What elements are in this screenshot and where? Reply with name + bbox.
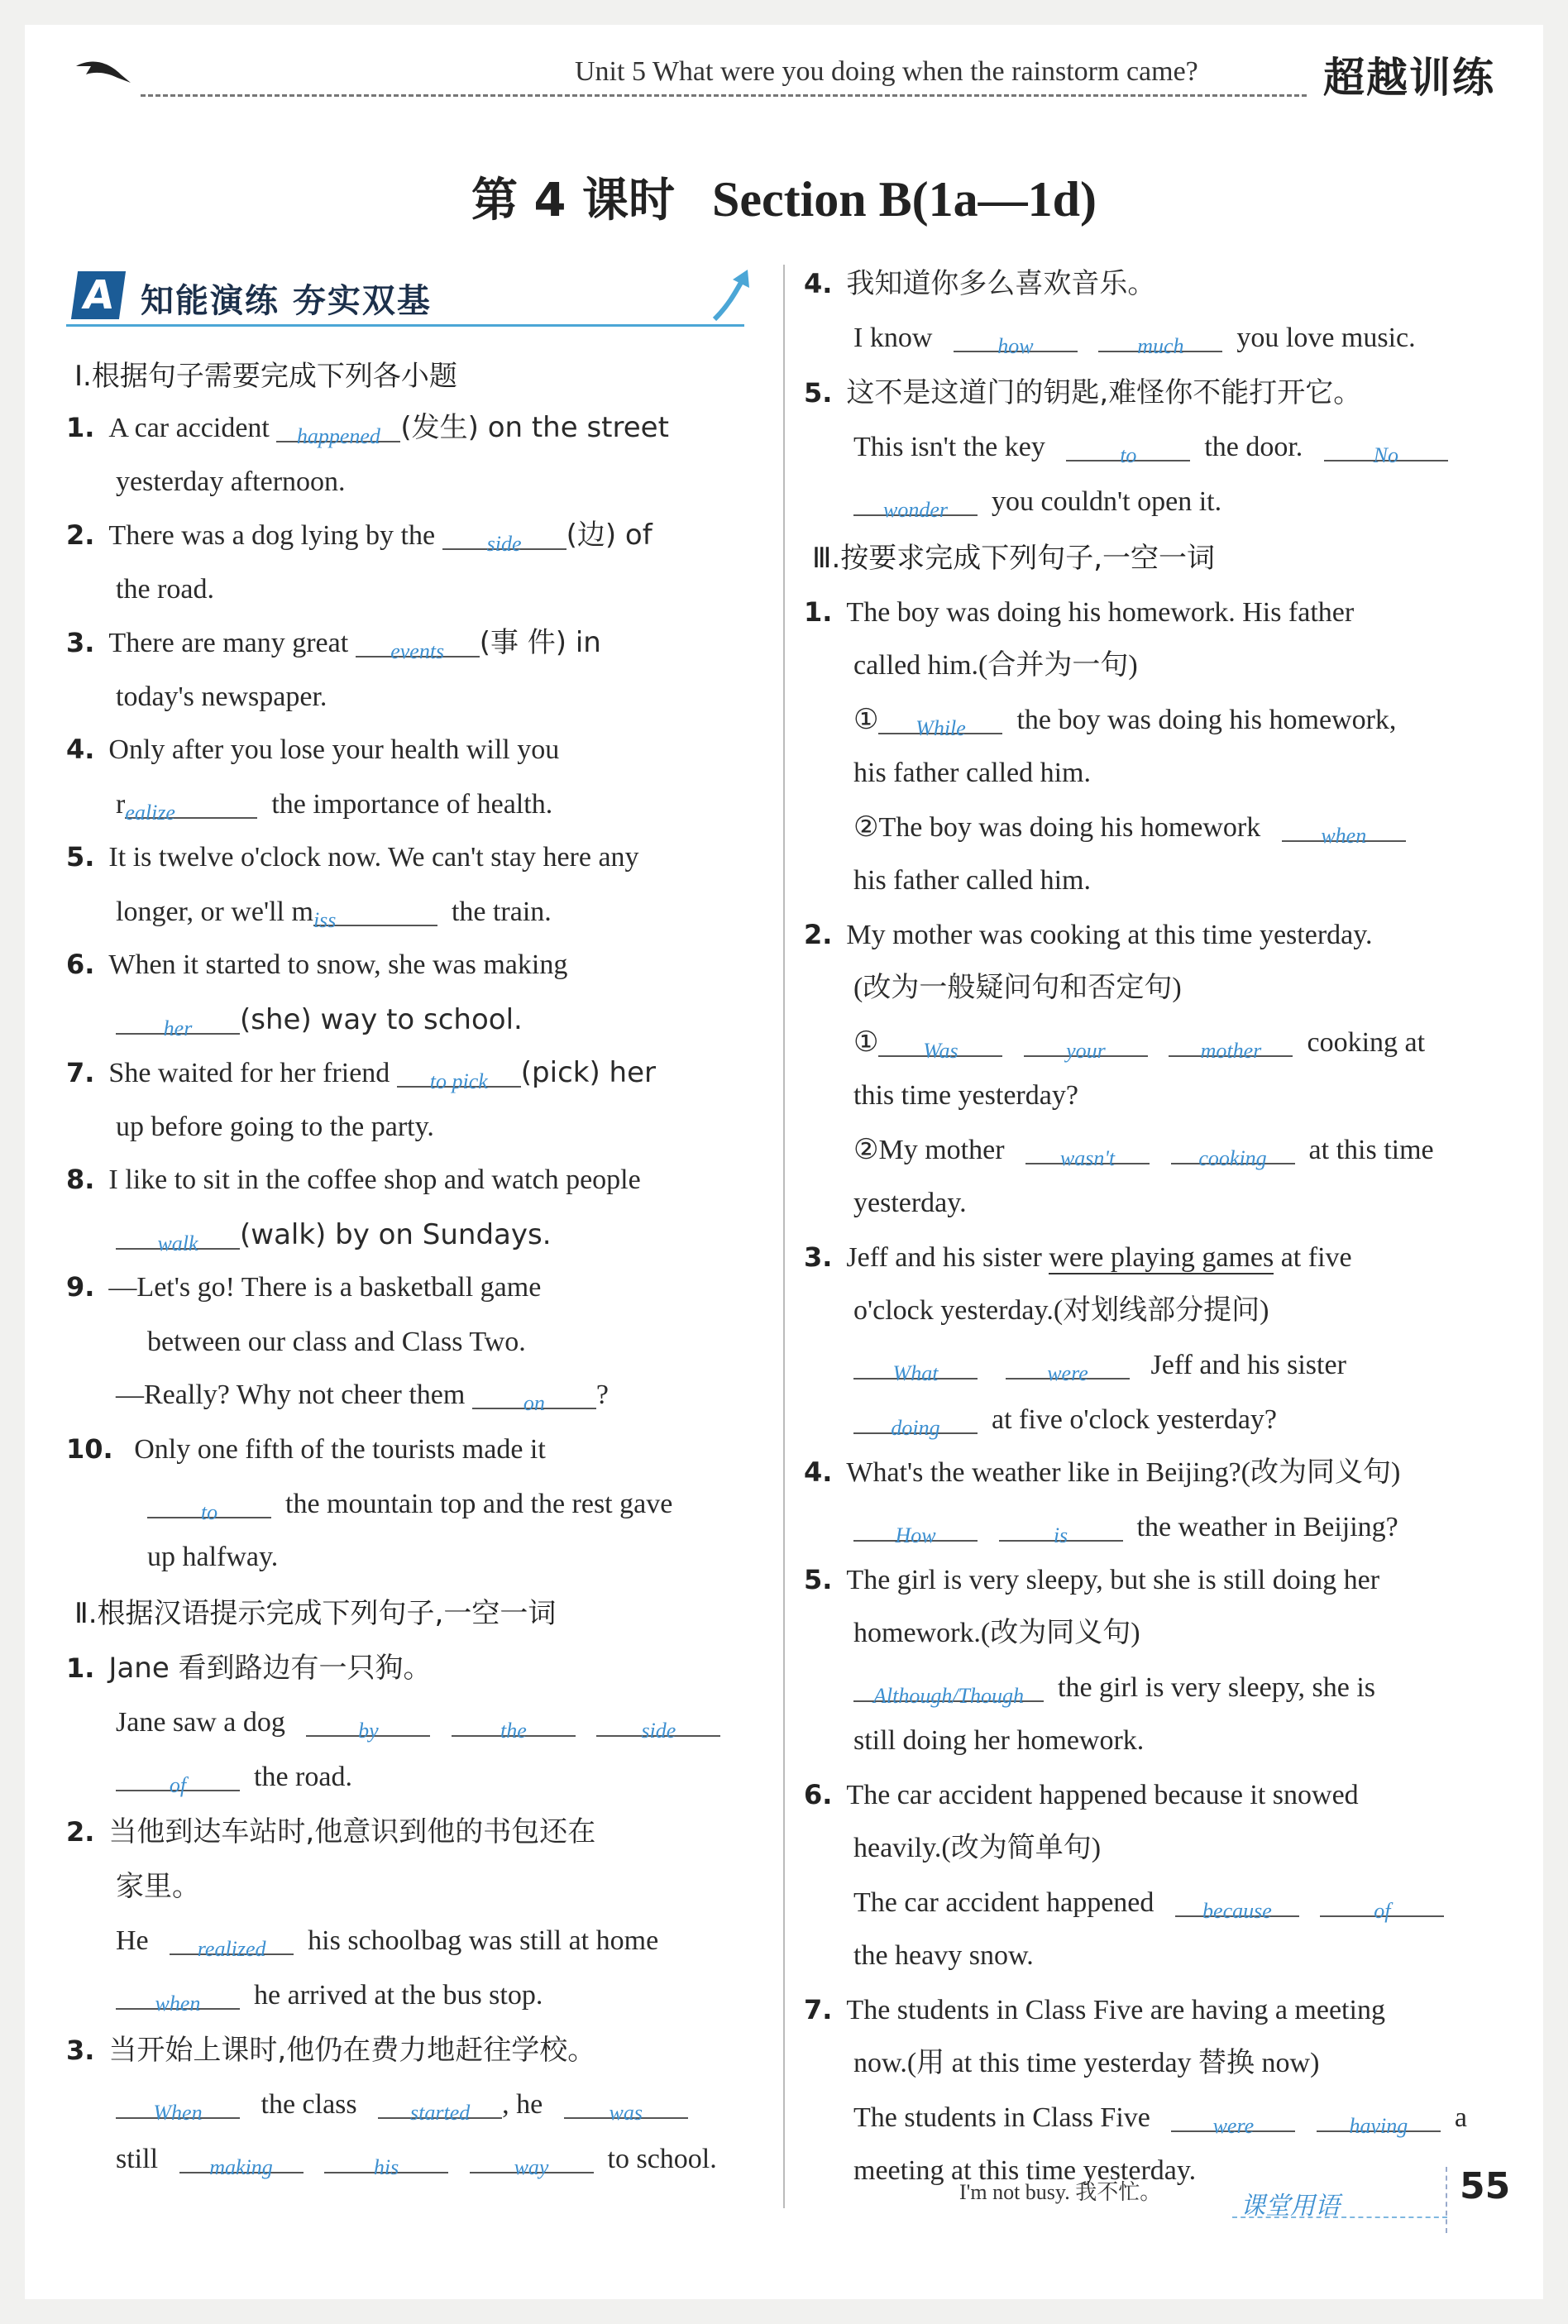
- question-text: cooking at: [1307, 1027, 1426, 1058]
- question-number: 2.: [66, 519, 95, 551]
- question-text: She waited for her friend: [108, 1058, 390, 1088]
- part1-q10: [66, 1433, 546, 1465]
- answer-blank[interactable]: [564, 2091, 688, 2125]
- answer-blank[interactable]: [116, 1007, 240, 1040]
- answer-text: wasn't: [1059, 1146, 1116, 1170]
- answer-blank[interactable]: [116, 2091, 240, 2125]
- unit-title: Unit 5 What were you doing when the rainstorm came?: [575, 56, 1198, 87]
- lesson-title: [25, 164, 1543, 230]
- question-number: 1.: [66, 1652, 95, 1684]
- answer-blank[interactable]: [1169, 1029, 1293, 1063]
- question-text: ②The boy was doing his homework: [853, 812, 1261, 843]
- part1-q4: [66, 736, 559, 764]
- arrow-icon: [711, 265, 761, 323]
- part1-q5-line2: [116, 897, 552, 932]
- question-text: (发生) on the street: [400, 411, 669, 444]
- answer-blank[interactable]: [116, 1222, 240, 1255]
- answer-blank[interactable]: [378, 2091, 502, 2125]
- answer-blank[interactable]: [1171, 2104, 1295, 2138]
- part3-q7: [804, 1996, 1385, 2025]
- answer-blank[interactable]: [116, 1763, 240, 1797]
- answer-blank[interactable]: [470, 2145, 594, 2179]
- question-text: There was a dog lying by the: [108, 520, 436, 551]
- question-number: 7.: [804, 1994, 833, 2025]
- answer-text: how: [997, 334, 1034, 358]
- question-text: 当他到达车站时,他意识到他的书包还在: [108, 1815, 596, 1848]
- answer-text: were: [1212, 2114, 1255, 2138]
- answer-text: of: [169, 1773, 187, 1797]
- question-text: ①: [853, 705, 879, 735]
- part3-q2-line3: [853, 1027, 1426, 1063]
- question-number: 2.: [804, 919, 833, 950]
- question-text: the weather in Beijing?: [1136, 1512, 1398, 1542]
- question-text: 我知道你多么喜欢音乐。: [846, 267, 1156, 300]
- part2-q2-line4: [116, 1980, 543, 2016]
- question-text: The students in Class Five are having a meeting: [846, 1995, 1385, 2025]
- part1-q9: [66, 1271, 542, 1303]
- answer-text: way: [514, 2155, 549, 2179]
- question-text: still doing her homework.: [853, 1725, 1145, 1756]
- part1-q3: [66, 626, 601, 663]
- question-text: today's newspaper.: [116, 681, 327, 712]
- question-text: What's the weather like in Beijing?(改为同义句): [846, 1457, 1401, 1488]
- footer-divider: [1446, 2167, 1447, 2233]
- answer-blank[interactable]: [125, 791, 257, 825]
- answer-text: to: [1120, 443, 1137, 467]
- question-text: up halfway.: [147, 1542, 279, 1572]
- question-text: he arrived at the bus stop.: [254, 1980, 543, 2011]
- answer-blank[interactable]: [179, 2145, 304, 2179]
- part3-q3: [804, 1241, 1352, 1273]
- question-number: 8.: [66, 1164, 95, 1195]
- part3-q3-line4: [853, 1404, 1278, 1440]
- answer-text: her: [163, 1016, 193, 1040]
- answer-blank[interactable]: [1324, 433, 1448, 467]
- part1-q9-line3: [116, 1380, 609, 1415]
- question-number: 5.: [66, 841, 95, 873]
- question-text: o'clock yesterday.(对划线部分提问): [853, 1295, 1269, 1326]
- part3-q1-line3: [853, 705, 1397, 740]
- part3-q1-line5: [853, 812, 1406, 848]
- question-text: the train.: [451, 897, 552, 927]
- part3-q7-line3: [853, 2102, 1467, 2138]
- question-number: 5.: [804, 377, 833, 409]
- question-text: the road.: [116, 574, 214, 605]
- answer-blank[interactable]: [1066, 433, 1190, 467]
- question-text: the girl is very sleepy, she is: [1058, 1672, 1375, 1703]
- part2-q2-line3: [116, 1925, 659, 1961]
- answer-text: mother: [1200, 1039, 1262, 1063]
- question-number: 3.: [66, 2035, 95, 2066]
- question-text: longer, or we'll m: [116, 897, 313, 927]
- question-number: 10.: [66, 1433, 113, 1465]
- answer-text: When: [153, 2101, 203, 2125]
- question-text: (she) way to school.: [240, 1003, 523, 1036]
- question-text: The students in Class Five: [853, 2102, 1150, 2133]
- question-text: between our class and Class Two.: [147, 1327, 526, 1357]
- section-letter: A: [71, 271, 126, 319]
- question-text: the road.: [254, 1762, 352, 1792]
- part2-q3-line3: [116, 2144, 717, 2179]
- answer-text: iss: [313, 908, 337, 932]
- question-text: ②My mother: [853, 1135, 1005, 1165]
- answer-blank[interactable]: [1025, 1136, 1150, 1170]
- question-text: meeting at this time yesterday.: [853, 2155, 1197, 2186]
- answer-text: by: [358, 1719, 379, 1743]
- answer-text: How: [895, 1523, 936, 1547]
- question-number: 4.: [804, 1456, 833, 1488]
- answer-blank[interactable]: [472, 1381, 596, 1415]
- part2-q3-line2: [116, 2089, 688, 2125]
- question-text: The car accident happened because it snowed: [846, 1780, 1359, 1810]
- answer-text: your: [1066, 1039, 1106, 1063]
- question-text: at this time: [1308, 1135, 1434, 1165]
- question-text: Only after you lose your health will you: [108, 734, 560, 765]
- question-text: the class: [261, 2089, 357, 2120]
- page-header: [25, 25, 1543, 116]
- question-text: 这不是这道门的钥匙,难怪你不能打开它。: [846, 376, 1362, 409]
- answer-text: making: [209, 2155, 273, 2179]
- part3-q5: [804, 1566, 1379, 1595]
- part2-q3: [66, 2036, 595, 2065]
- swallow-icon: [74, 55, 132, 88]
- answer-text: events: [390, 639, 445, 663]
- question-text: —Really? Why not cheer them: [116, 1380, 466, 1410]
- part2-q4-line2: [853, 323, 1416, 358]
- workbook-page: [25, 25, 1543, 2299]
- part1-q10-line2: [147, 1489, 673, 1524]
- question-text: now.(用 at this time yesterday 替换 now): [853, 2048, 1320, 2078]
- answer-text: While: [915, 716, 966, 740]
- question-text: 家里。: [116, 1870, 200, 1903]
- answer-text: is: [1053, 1523, 1068, 1547]
- header-rule: [141, 94, 1307, 97]
- part3-q4: [804, 1456, 1401, 1488]
- part2-q4: [804, 267, 1156, 300]
- question-text: the boy was doing his homework,: [1016, 705, 1397, 735]
- answer-text: started: [410, 2101, 471, 2125]
- answer-blank[interactable]: [954, 324, 1078, 358]
- answer-text: happened: [296, 424, 380, 448]
- question-text: his schoolbag was still at home: [308, 1925, 659, 1956]
- answer-text: was: [609, 2101, 643, 2125]
- answer-blank[interactable]: [1171, 1136, 1295, 1170]
- answer-blank[interactable]: [306, 1709, 430, 1743]
- question-text: called him.(合并为一句): [853, 650, 1138, 681]
- question-text: r: [116, 789, 126, 820]
- column-divider: [783, 265, 785, 2208]
- question-text: This isn't the key: [853, 432, 1045, 462]
- question-text: When it started to snow, she was making: [108, 949, 568, 980]
- question-text: still: [116, 2144, 159, 2174]
- question-number: 7.: [66, 1057, 95, 1088]
- part1-q4-line2: [116, 789, 553, 825]
- part1-heading: Ⅰ.根据句子需要完成下列各小题: [74, 360, 457, 393]
- answer-text: walk: [157, 1231, 198, 1255]
- answer-text: ealize: [125, 801, 175, 825]
- answer-blank[interactable]: [853, 1513, 978, 1547]
- part3-q2-line5: [853, 1135, 1434, 1170]
- part1-q5: [66, 841, 639, 873]
- part1-q6: [66, 951, 567, 979]
- answer-blank[interactable]: [853, 1351, 978, 1385]
- answer-text: Although/Though: [872, 1684, 1024, 1708]
- answer-text: cooking: [1198, 1146, 1267, 1170]
- question-text: The girl is very sleepy, but she is still doing her: [846, 1565, 1380, 1595]
- answer-text: of: [1374, 1899, 1391, 1923]
- answer-blank[interactable]: [878, 1029, 1002, 1063]
- question-text: (事 件) in: [479, 626, 601, 659]
- question-text: ?: [595, 1380, 609, 1410]
- part3-heading: Ⅲ.按要求完成下列句子,一空一词: [812, 542, 1216, 575]
- part2-q5: [804, 376, 1362, 409]
- question-text: (pick) her: [520, 1056, 656, 1089]
- question-text: to school.: [607, 2144, 717, 2174]
- part2-q1: [66, 1654, 432, 1683]
- answer-text: wonder: [883, 498, 948, 522]
- question-number: 6.: [66, 949, 95, 980]
- part3-q3-line3: [853, 1350, 1346, 1385]
- part1-q6-line2: [116, 1003, 523, 1040]
- answer-text: to pick: [429, 1069, 488, 1093]
- answer-text: having: [1349, 2114, 1408, 2138]
- question-text: A car accident: [108, 413, 270, 443]
- part2-q2: [66, 1815, 596, 1848]
- question-text: homework.(改为同义句): [853, 1618, 1140, 1648]
- question-text: at five: [1280, 1242, 1352, 1273]
- answer-blank[interactable]: [1317, 2104, 1441, 2138]
- part3-q4-line2: [853, 1512, 1398, 1547]
- answer-blank[interactable]: [1320, 1889, 1444, 1923]
- part2-q5-line2: [853, 432, 1448, 467]
- answer-text: much: [1137, 334, 1184, 358]
- part1-q8-line2: [116, 1218, 552, 1255]
- part3-q6: [804, 1781, 1359, 1810]
- answer-text: were: [1047, 1361, 1088, 1385]
- question-text: you couldn't open it.: [992, 486, 1222, 517]
- answer-blank[interactable]: [1024, 1029, 1148, 1063]
- question-number: 1.: [66, 412, 95, 443]
- question-text: There are many great: [108, 628, 349, 658]
- answer-text: the: [500, 1719, 527, 1743]
- question-number: 3.: [66, 627, 95, 658]
- question-text: I like to sit in the coffee shop and watch people: [108, 1164, 641, 1195]
- answer-text: because: [1202, 1899, 1272, 1923]
- part3-q5-line3: [853, 1672, 1375, 1708]
- question-number: 3.: [804, 1241, 833, 1273]
- footer-phrase: I'm not busy. 我不忙。: [959, 2180, 1162, 2204]
- answer-blank[interactable]: [276, 414, 400, 448]
- answer-text: side: [486, 532, 522, 556]
- question-number: 4.: [804, 268, 833, 299]
- question-text: 当开始上课时,他仍在费力地赶往学校。: [108, 2034, 596, 2067]
- question-text: , he: [502, 2089, 543, 2120]
- question-text: Jeff and his sister: [846, 1242, 1042, 1273]
- question-text: a: [1454, 2102, 1467, 2133]
- answer-blank[interactable]: [853, 488, 978, 522]
- part2-heading: Ⅱ.根据汉语提示完成下列句子,一空一词: [74, 1597, 557, 1630]
- answer-blank[interactable]: [442, 522, 566, 556]
- underlined-phrase: were playing games: [1049, 1242, 1274, 1273]
- question-text: Jane saw a dog: [116, 1707, 285, 1738]
- section-a-title: 知能演练 夯实双基: [141, 282, 432, 320]
- answer-text: his: [373, 2155, 399, 2179]
- question-text: —Let's go! There is a basketball game: [108, 1272, 542, 1303]
- part3-q2: [804, 921, 1373, 949]
- question-number: 2.: [66, 1816, 95, 1848]
- question-text: at five o'clock yesterday?: [992, 1404, 1278, 1435]
- question-text: his father called him.: [853, 865, 1092, 896]
- question-text: He: [116, 1925, 149, 1956]
- footer-label: 课堂用语: [1241, 2192, 1340, 2221]
- question-text: his father called him.: [853, 758, 1092, 788]
- answer-blank[interactable]: [1175, 1889, 1299, 1923]
- part2-q5-line3: [853, 486, 1222, 522]
- part2-q1-line3: [116, 1762, 352, 1797]
- answer-blank[interactable]: [1098, 324, 1222, 358]
- part2-q1-line2: [116, 1707, 720, 1743]
- answer-text: realized: [197, 1937, 266, 1961]
- question-text: (walk) by on Sundays.: [240, 1218, 552, 1251]
- question-text: My mother was cooking at this time yesterday.: [846, 920, 1373, 950]
- answer-blank[interactable]: [853, 1674, 1044, 1708]
- answer-text: No: [1373, 443, 1398, 467]
- part1-q1: [66, 411, 669, 448]
- question-number: 5.: [804, 1564, 833, 1595]
- answer-text: when: [1321, 824, 1367, 848]
- answer-text: side: [641, 1719, 676, 1743]
- answer-text: to: [200, 1500, 218, 1524]
- answer-blank[interactable]: [324, 2145, 448, 2179]
- question-text: Jane 看到路边有一只狗。: [108, 1652, 432, 1685]
- footer-rule: [1232, 2216, 1447, 2218]
- question-text: yesterday.: [853, 1188, 967, 1218]
- question-number: 9.: [66, 1271, 95, 1303]
- answer-text: Was: [923, 1039, 958, 1063]
- part1-q7: [66, 1056, 656, 1093]
- part3-q6-line3: [853, 1887, 1444, 1923]
- answer-blank[interactable]: [1282, 814, 1406, 848]
- section-a-banner: [66, 265, 786, 339]
- page-number: 55: [1460, 2165, 1511, 2207]
- question-text: you love music.: [1236, 323, 1416, 353]
- answer-blank[interactable]: [853, 1406, 978, 1440]
- question-text: the door.: [1204, 432, 1303, 462]
- question-number: 4.: [66, 734, 95, 765]
- answer-blank[interactable]: [356, 629, 480, 663]
- question-text: the heavy snow.: [853, 1940, 1034, 1971]
- answer-text: on: [523, 1391, 545, 1415]
- answer-blank[interactable]: [1006, 1351, 1130, 1385]
- section-a-rule: [66, 324, 744, 327]
- answer-text: What: [892, 1361, 939, 1385]
- question-text: I know: [853, 323, 933, 353]
- answer-text: doing: [891, 1416, 940, 1440]
- part1-q8: [66, 1166, 641, 1194]
- question-text: Only one fifth of the tourists made it: [134, 1434, 546, 1465]
- question-text: up before going to the party.: [116, 1112, 434, 1142]
- question-text: The car accident happened: [853, 1887, 1154, 1918]
- part3-q1: [804, 596, 1355, 628]
- question-text: The boy was doing his homework. His father: [846, 597, 1355, 628]
- question-number: 6.: [804, 1779, 833, 1810]
- answer-blank[interactable]: [452, 1709, 576, 1743]
- question-text: this time yesterday?: [853, 1080, 1078, 1111]
- answer-blank[interactable]: [596, 1709, 720, 1743]
- question-text: yesterday afternoon.: [116, 466, 346, 497]
- answer-blank[interactable]: [878, 706, 1002, 740]
- question-text: heavily.(改为简单句): [853, 1833, 1102, 1863]
- brand-title: 超越训练: [1323, 54, 1495, 102]
- question-text: Jeff and his sister: [1150, 1350, 1346, 1380]
- question-text: the importance of health.: [271, 789, 553, 820]
- question-text: (改为一般疑问句和否定句): [853, 973, 1182, 1003]
- answer-blank[interactable]: [397, 1059, 521, 1093]
- question-text: the mountain top and the rest gave: [285, 1489, 673, 1519]
- answer-blank[interactable]: [313, 898, 437, 932]
- answer-blank[interactable]: [170, 1927, 294, 1961]
- part1-q2: [66, 519, 653, 556]
- answer-blank[interactable]: [147, 1490, 271, 1524]
- lesson-number: 第 4 课时: [471, 174, 675, 227]
- question-number: 1.: [804, 596, 833, 628]
- question-text: (边) of: [566, 519, 653, 552]
- answer-blank[interactable]: [116, 1982, 240, 2016]
- question-text: It is twelve o'clock now. We can't stay here any: [108, 842, 639, 873]
- question-text: ①: [853, 1027, 879, 1058]
- answer-blank[interactable]: [999, 1513, 1123, 1547]
- lesson-section: Section B(1a—1d): [711, 172, 1097, 227]
- answer-text: when: [155, 1992, 201, 2016]
